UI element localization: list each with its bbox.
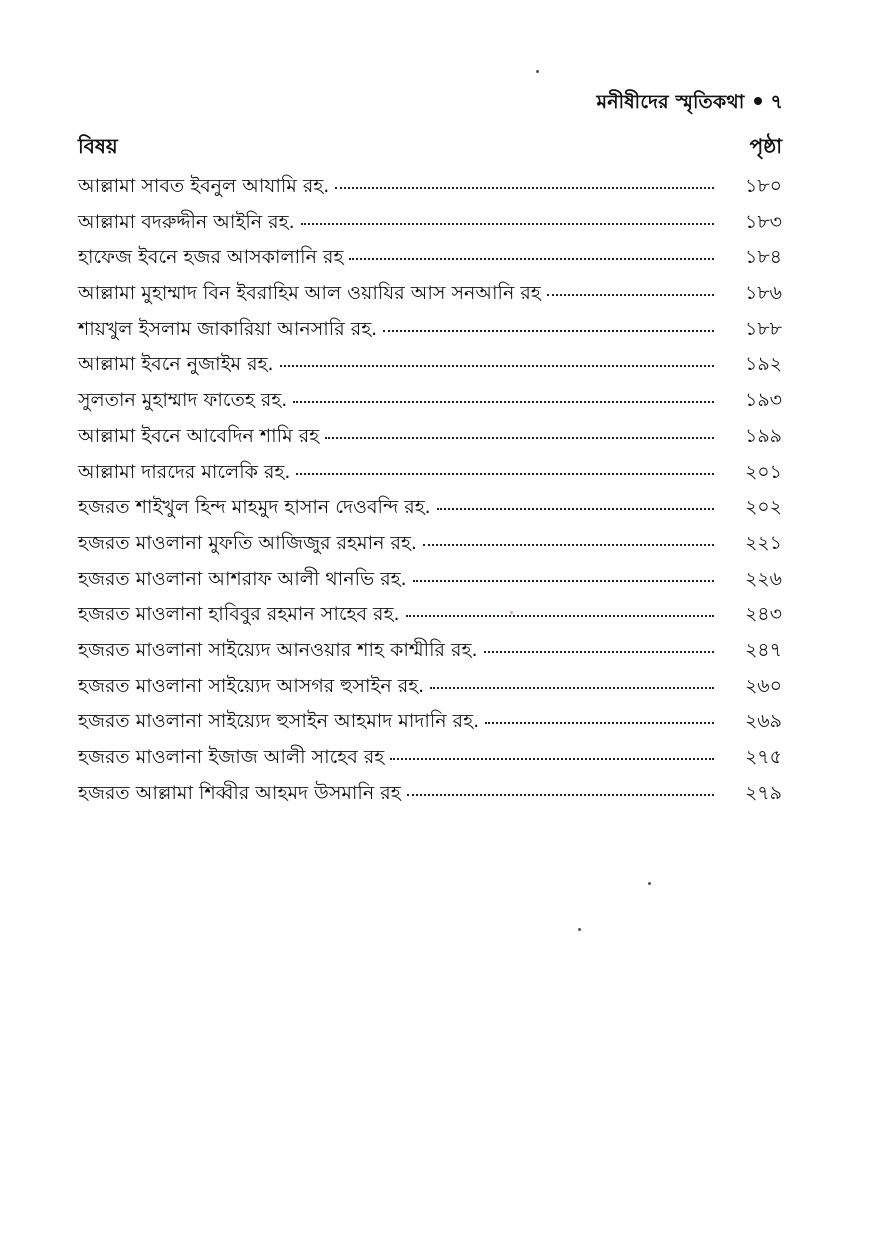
toc-dot-leader bbox=[413, 580, 714, 582]
toc-entry-title: হজরত মাওলানা আশরাফ আলী থানভি রহ. bbox=[78, 567, 407, 590]
toc-entry bbox=[78, 350, 782, 386]
toc-entry-title: হজরত মাওলানা সাইয়্যেদ আসগর হুসাইন রহ. bbox=[78, 674, 425, 697]
toc-entry-title: হজরত মাওলানা ইজাজ আলী সাহেব রহ bbox=[78, 746, 385, 768]
toc-dot-leader bbox=[423, 544, 714, 546]
toc-dot-leader bbox=[325, 437, 714, 439]
toc-entry bbox=[78, 600, 782, 636]
toc-entry-page: ২৪৭ bbox=[744, 638, 782, 661]
toc-entry-page: ১৯৯ bbox=[745, 424, 782, 447]
toc-entry-page: ১৯২ bbox=[744, 353, 782, 376]
toc-entry-title: হজরত মাওলানা মুফতি আজিজুর রহমান রহ. bbox=[78, 531, 417, 554]
toc-entry-title: হজরত মাওলানা হাবিবুর রহমান সাহেব রহ. bbox=[78, 603, 400, 626]
toc-entry-title: হাফেজ ইবনে হজর আসকালানি রহ bbox=[78, 246, 344, 269]
toc-entry bbox=[78, 386, 782, 422]
toc-entry-page: ২৭৯ bbox=[744, 781, 782, 804]
toc-entry bbox=[78, 172, 782, 208]
page-number: ৭ bbox=[770, 91, 783, 113]
toc-dot-leader bbox=[407, 794, 714, 796]
toc-entry-page: ১৯৩ bbox=[744, 389, 782, 412]
table-of-contents bbox=[78, 172, 782, 814]
scan-speck bbox=[578, 928, 581, 931]
toc-entry bbox=[78, 636, 782, 672]
toc-entry-page: ২৪৩ bbox=[744, 603, 782, 626]
toc-entry-title: সুলতান মুহাম্মাদ ফাতেহ রহ. bbox=[78, 389, 288, 412]
toc-dot-leader bbox=[296, 473, 714, 475]
toc-entry bbox=[78, 529, 782, 565]
toc-entry bbox=[78, 743, 782, 779]
toc-dot-leader bbox=[383, 330, 714, 332]
toc-dot-leader bbox=[301, 223, 714, 225]
toc-entry bbox=[78, 779, 782, 815]
toc-dot-leader bbox=[390, 758, 714, 760]
running-header bbox=[596, 88, 783, 120]
toc-entry-page: ২৭৫ bbox=[744, 746, 782, 768]
toc-entry bbox=[78, 493, 782, 529]
bullet-separator bbox=[754, 97, 762, 105]
toc-dot-leader bbox=[485, 722, 714, 724]
book-title: মনীষীদের স্মৃতিকথা bbox=[596, 91, 745, 113]
toc-dot-leader bbox=[349, 258, 714, 260]
toc-entry-page: ২৬৯ bbox=[744, 710, 782, 733]
toc-entry bbox=[78, 279, 782, 315]
toc-entry-title: হজরত শাইখুল হিন্দ মাহমুদ হাসান দেওবন্দি রহ. bbox=[78, 496, 431, 519]
toc-entry bbox=[78, 208, 782, 244]
toc-dot-leader bbox=[280, 365, 714, 367]
toc-entry bbox=[78, 315, 782, 351]
scan-speck bbox=[510, 611, 513, 614]
toc-dot-leader bbox=[547, 294, 714, 296]
toc-entry-page: ২০১ bbox=[744, 460, 782, 483]
toc-entry-page: ১৮৪ bbox=[745, 246, 782, 269]
toc-entry-title: আল্লামা ইবনে নুজাইম রহ. bbox=[78, 353, 274, 376]
toc-entry-page: ১৮৮ bbox=[745, 317, 782, 340]
toc-dot-leader bbox=[293, 401, 714, 403]
toc-entry-title: হজরত মাওলানা সাইয়্যেদ হুসাইন আহমাদ মাদানি রহ. bbox=[78, 710, 480, 733]
toc-entry-title: আল্লামা সাবত ইবনুল আযামি রহ. bbox=[78, 175, 330, 197]
toc-entry-page: ১৮৬ bbox=[744, 282, 782, 305]
page-column-header: পৃষ্ঠা bbox=[749, 134, 782, 158]
toc-dot-leader bbox=[430, 687, 714, 689]
toc-entry bbox=[78, 707, 782, 743]
toc-entry bbox=[78, 565, 782, 601]
toc-entry-page: ২২১ bbox=[744, 531, 782, 554]
toc-dot-leader bbox=[437, 508, 714, 510]
toc-entry bbox=[78, 458, 782, 494]
toc-entry-title: হজরত মাওলানা সাইয়্যেদ আনওয়ার শাহ কাশ্মীরি রহ. bbox=[78, 638, 478, 661]
toc-entry-page: ১৮০ bbox=[744, 175, 782, 197]
subject-column-header: বিষয় bbox=[78, 134, 118, 158]
scan-speck bbox=[648, 882, 651, 885]
toc-dot-leader bbox=[335, 187, 714, 189]
toc-entry bbox=[78, 672, 782, 708]
toc-entry-title: আল্লামা ইবনে আবেদিন শামি রহ bbox=[78, 424, 320, 447]
toc-entry-title: আল্লামা দারদের মালেকি রহ. bbox=[78, 460, 291, 483]
toc-entry-title: শায়খুল ইসলাম জাকারিয়া আনসারি রহ. bbox=[78, 317, 378, 340]
toc-dot-leader bbox=[484, 651, 714, 653]
toc-entry-page: ২৬০ bbox=[744, 674, 782, 697]
toc-entry-page: ২২৬ bbox=[744, 567, 782, 590]
toc-entry bbox=[78, 243, 782, 279]
toc-entry-title: আল্লামা মুহাম্মাদ বিন ইবরাহিম আল ওয়াযির আস সনআনি রহ bbox=[78, 282, 541, 305]
toc-entry-page: ২০২ bbox=[744, 496, 782, 519]
toc-dot-leader bbox=[406, 615, 714, 617]
toc-entry-page: ১৮৩ bbox=[744, 210, 782, 233]
toc-entry-title: আল্লামা বদরুদ্দীন আইনি রহ. bbox=[78, 210, 295, 233]
scan-speck bbox=[536, 70, 539, 73]
toc-entry-title: হজরত আল্লামা শিব্বীর আহমদ উসমানি রহ bbox=[78, 781, 401, 804]
toc-entry bbox=[78, 422, 782, 458]
